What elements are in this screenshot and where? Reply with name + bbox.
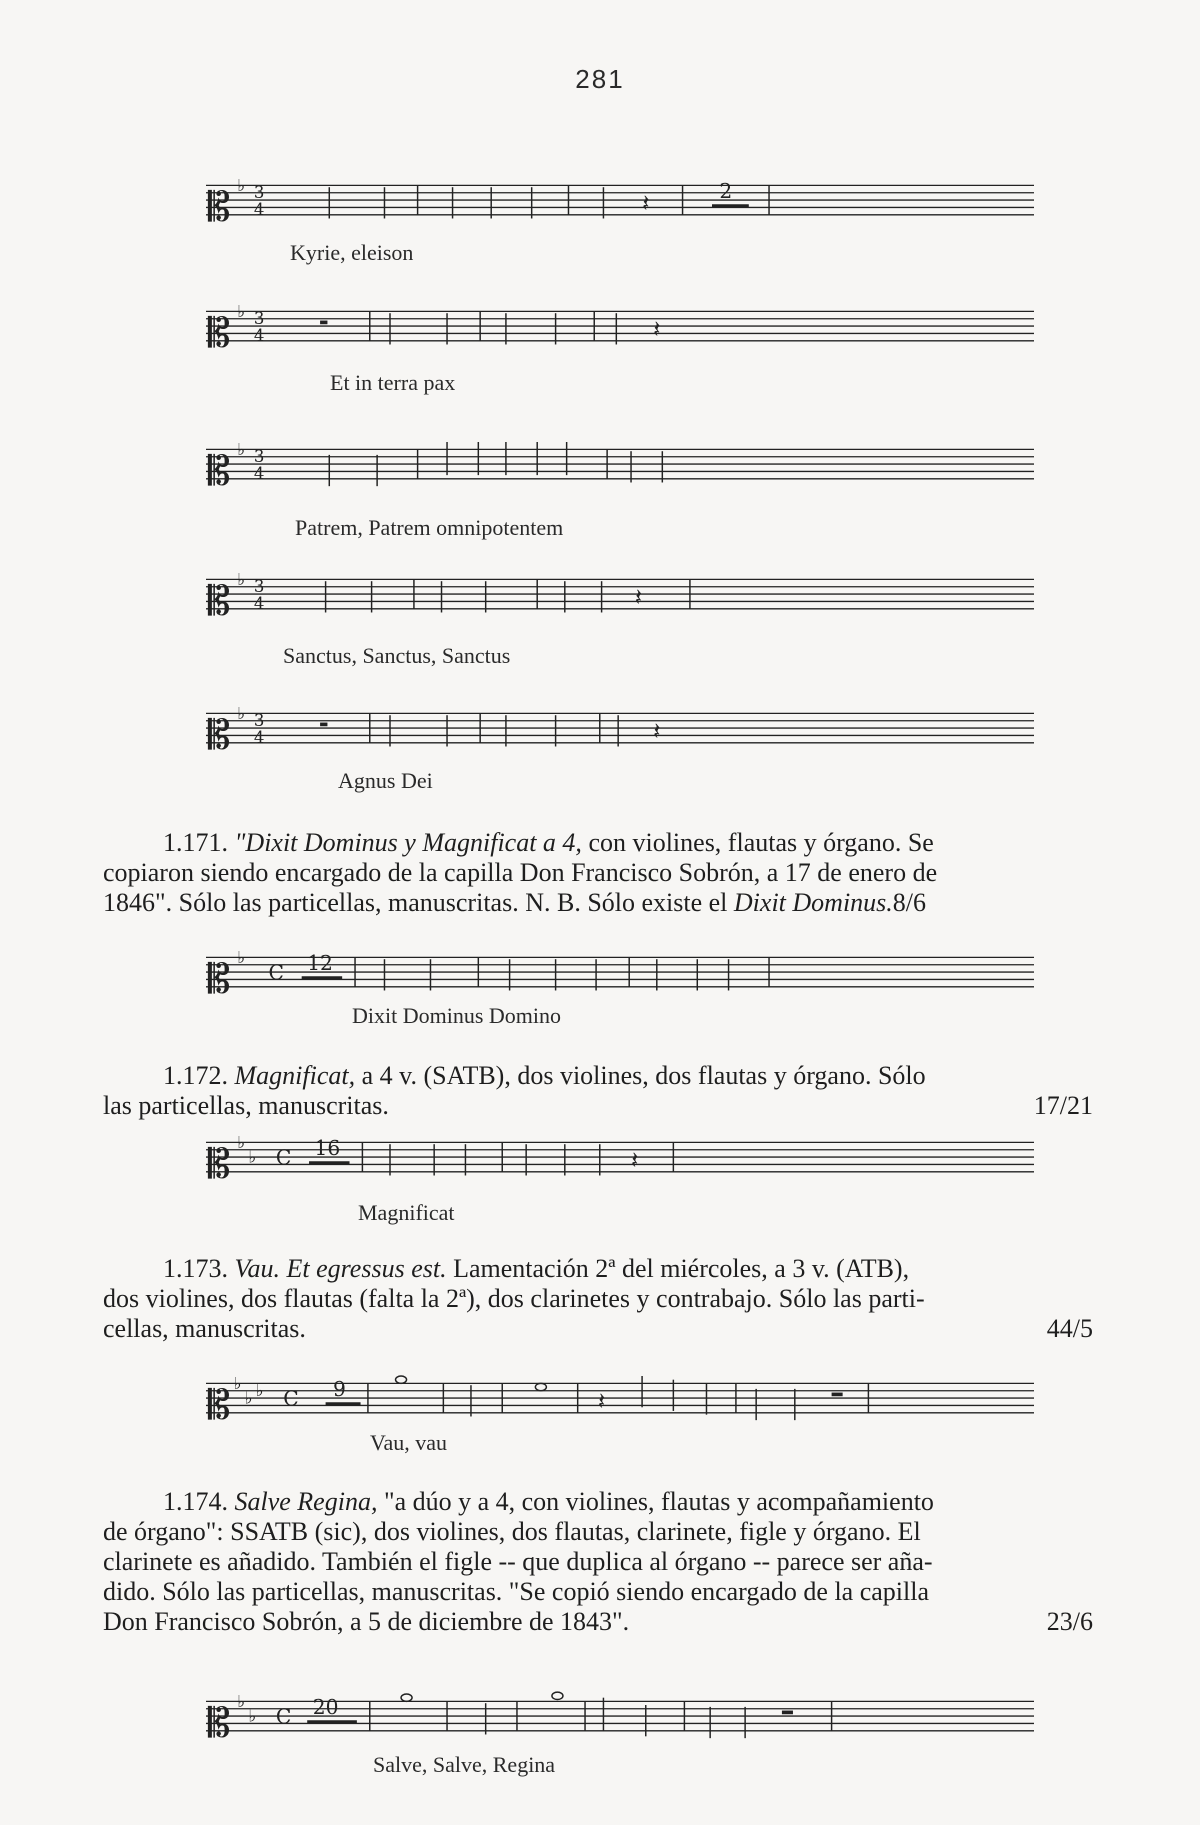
rest-count: 20	[312, 1695, 339, 1720]
rest-count: 16	[314, 1136, 341, 1161]
quarter-rest-icon: 𝄽	[653, 315, 661, 344]
common-time-icon: C	[275, 1704, 292, 1729]
entry-number: 1.173.	[163, 1254, 228, 1283]
catalog-entry-1174: 1.174. Salve Regina, "a dúo y a 4, con violines, flautas y acompañamiento de órgano": SSATB (sic), dos violines, dos flautas, clarinete, figle y órgano. El clarinete es añadido. También el figle -- que duplica al órgano -- parece ser aña- dido. Sólo las particellas, manuscritas. "Se copió siendo encargado de la capilla Don Francisco Sobrón, a 5 de diciembre de 1843". 23/6	[103, 1487, 1093, 1636]
c-clef-icon: 𝄡	[207, 576, 231, 625]
quarter-rest-icon: 𝄽	[653, 717, 661, 746]
music-incipit-dixit	[170, 947, 1070, 1003]
flat-icon: ♭	[237, 703, 246, 723]
entry-title: "Dixit Dominus y Magnificat a 4,	[234, 828, 582, 857]
c-clef-icon: 𝄡	[207, 1698, 231, 1747]
flat-icon: ♭	[237, 1132, 246, 1152]
flat-icon: ♭	[244, 1388, 253, 1408]
flat-icon: ♭	[237, 1691, 246, 1711]
c-clef-icon: 𝄡	[207, 182, 231, 231]
flat-icon: ♭	[255, 1381, 264, 1401]
time-signature-top: 3	[253, 309, 265, 329]
music-incipit-sanctus	[170, 569, 1070, 625]
catalog-entry-1171: 1.171. "Dixit Dominus y Magnificat a 4, con violines, flautas y órgano. Se copiaron siendo encargado de la capilla Don Francisco Sobrón, a 17 de enero de 1846". Sólo las particellas, manuscritas. N. B. Sólo existe el Dixit Dominus.8/6	[103, 828, 938, 917]
page-number: 281	[575, 64, 625, 94]
c-clef-icon: 𝄡	[207, 308, 231, 357]
flat-icon: ♭	[248, 1706, 257, 1726]
quarter-rest-icon: 𝄽	[634, 583, 643, 612]
music-incipit-salve	[170, 1691, 1070, 1747]
catalog-entry-1172: 1.172. Magnificat, a 4 v. (SATB), dos violines, dos flautas y órgano. Sólo las particellas, manuscritas. 17/21	[103, 1061, 1093, 1120]
catalog-number: 17/21	[1033, 1091, 1093, 1120]
common-time-icon: C	[283, 1386, 299, 1411]
time-signature-top: 3	[253, 447, 265, 467]
flat-icon: ♭	[237, 569, 246, 589]
time-signature-bottom: 4	[253, 325, 265, 345]
lyric-gloria: Et in terra pax	[330, 370, 456, 395]
rest-count: 12	[307, 951, 333, 976]
flat-icon: ♭	[237, 301, 246, 321]
entry-number: 1.171.	[163, 828, 228, 857]
time-signature-top: 3	[253, 183, 265, 203]
time-signature-bottom: 4	[253, 727, 265, 747]
staff-lines	[206, 185, 1034, 214]
lyric-vau: Vau, vau	[370, 1430, 447, 1455]
rest-count: 2	[719, 179, 733, 204]
music-incipit-gloria	[170, 301, 1070, 357]
music-incipit-agnus	[170, 703, 1070, 759]
catalog-number: 44/5	[1046, 1314, 1093, 1343]
lyric-magnificat: Magnificat	[358, 1200, 455, 1225]
quarter-rest-icon: 𝄽	[642, 189, 650, 218]
flat-icon: ♭	[237, 947, 246, 967]
rest-count: 9	[332, 1377, 346, 1402]
time-signature-bottom: 4	[253, 199, 265, 219]
common-time-icon: C	[275, 1145, 292, 1170]
flat-icon: ♭	[248, 1147, 257, 1167]
lyric-kyrie: Kyrie, eleison	[290, 240, 414, 265]
entry-number: 1.174.	[163, 1487, 228, 1516]
lyric-dixit: Dixit Dominus Domino	[352, 1003, 562, 1028]
lyric-salve: Salve, Salve, Regina	[373, 1752, 556, 1777]
flat-icon: ♭	[237, 439, 246, 459]
c-clef-icon: 𝄡	[207, 710, 231, 759]
music-incipit-kyrie	[170, 175, 1070, 231]
time-signature-bottom: 4	[253, 593, 265, 613]
entry-number: 1.172.	[163, 1061, 228, 1090]
entry-title: Salve Regina,	[234, 1487, 378, 1516]
catalog-entry-1173: 1.173. Vau. Et egressus est. Lamentación 2ª del miércoles, a 3 v. (ATB), dos violines, dos flautas (falta la 2ª), dos clarinetes y contrabajo. Sólo las parti- cellas, manuscritas. 44/5	[103, 1254, 1093, 1343]
lyric-agnus: Agnus Dei	[338, 768, 433, 793]
quarter-rest-icon: 𝄽	[631, 1146, 639, 1175]
time-signature-top: 3	[253, 711, 265, 731]
flat-icon: ♭	[233, 1373, 242, 1393]
entry-title: Magnificat,	[234, 1061, 356, 1090]
lyric-credo: Patrem, Patrem omnipotentem	[295, 515, 564, 540]
music-incipit-vau	[170, 1373, 1070, 1429]
c-clef-icon: 𝄡	[207, 446, 231, 495]
time-signature-bottom: 4	[253, 463, 265, 483]
music-incipit-credo	[170, 439, 1070, 495]
c-clef-icon: 𝄡	[207, 954, 231, 1003]
c-clef-icon: 𝄡	[207, 1380, 231, 1429]
catalog-number: 8/6	[892, 888, 927, 917]
c-clef-icon: 𝄡	[207, 1139, 231, 1188]
flat-icon: ♭	[237, 175, 246, 195]
quarter-rest-icon: 𝄽	[597, 1387, 606, 1416]
entry-title: Vau. Et egressus est.	[234, 1254, 447, 1283]
lyric-sanctus: Sanctus, Sanctus, Sanctus	[283, 643, 511, 668]
common-time-icon: C	[268, 960, 285, 985]
catalog-number: 23/6	[1046, 1607, 1093, 1636]
music-incipit-magnificat	[170, 1132, 1070, 1188]
time-signature-top: 3	[253, 577, 265, 597]
